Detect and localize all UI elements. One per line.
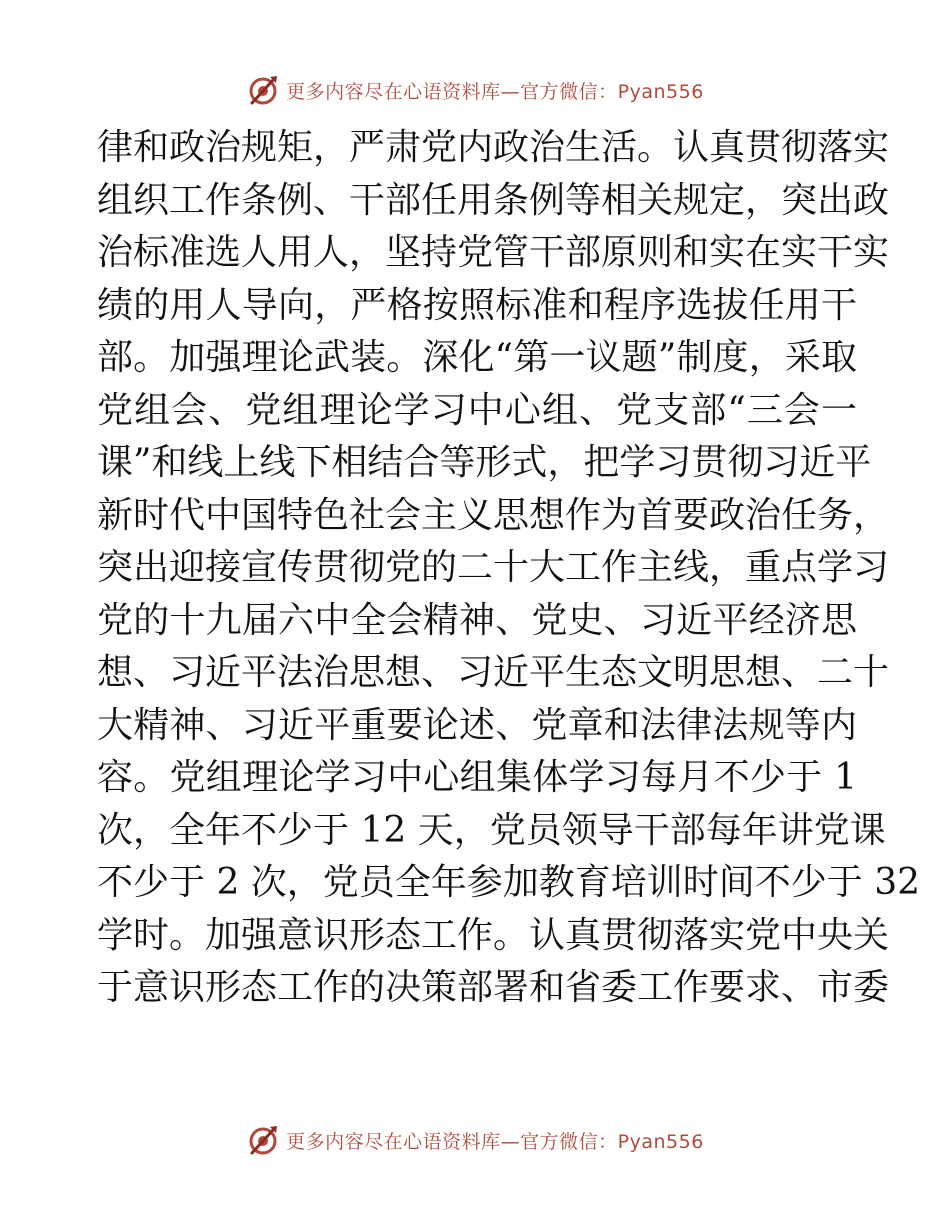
- body-line: 容。党组理论学习中心组集体学习每月不少于 1: [97, 757, 857, 798]
- body-line: 部。加强理论武装。深化“第一议题”制度，采取: [97, 337, 857, 378]
- body-line: 于意识形态工作的决策部署和省委工作要求、市委: [97, 967, 890, 1008]
- document-body: [97, 122, 921, 1015]
- body-line: 党的十九届六中全会精神、党史、习近平经济思: [97, 599, 857, 641]
- body-line: 组织工作条例、干部任用条例等相关规定，突出政: [97, 179, 890, 221]
- body-line: 党组会、党组理论学习中心组、党支部“三会一: [97, 389, 857, 431]
- quill-seal-icon: [246, 73, 280, 107]
- body-line: 学时。加强意识形态工作。认真贯彻落实党中央关: [97, 914, 890, 956]
- footer-banner-text: [286, 1127, 704, 1154]
- body-line: 课”和线上线下相结合等形式，把学习贯彻习近平: [97, 442, 872, 483]
- body-line: 不少于 2 次，党员全年参加教育培训时间不少于 32: [97, 862, 921, 903]
- body-line: 大精神、习近平重要论述、党章和法律法规等内: [97, 704, 857, 746]
- header-banner-label: 更多内容尽在心语资料库—官方微信：: [286, 80, 618, 103]
- body-line: 治标准选人用人，坚持党管干部原则和实在实干实: [97, 232, 890, 273]
- header-banner-text: [286, 77, 704, 104]
- body-line: 绩的用人导向，严格按照标准和程序选拔任用干: [97, 284, 857, 326]
- body-line: 想、习近平法治思想、习近平生态文明思想、二十: [97, 652, 890, 693]
- body-line: 突出迎接宣传贯彻党的二十大工作主线，重点学习: [97, 547, 890, 588]
- body-line: 新时代中国特色社会主义思想作为首要政治任务，: [97, 494, 890, 536]
- header-banner: [0, 70, 950, 110]
- footer-banner: [0, 1120, 950, 1160]
- footer-banner-label: 更多内容尽在心语资料库—官方微信：: [286, 1130, 618, 1153]
- quill-seal-icon: [246, 1123, 280, 1157]
- footer-wechat-id: Pyan556: [617, 1130, 704, 1153]
- body-line: 律和政治规矩，严肃党内政治生活。认真贯彻落实: [97, 127, 890, 168]
- body-line: 次，全年不少于 12 天，党员领导干部每年讲党课: [97, 809, 886, 851]
- header-wechat-id: Pyan556: [617, 80, 704, 103]
